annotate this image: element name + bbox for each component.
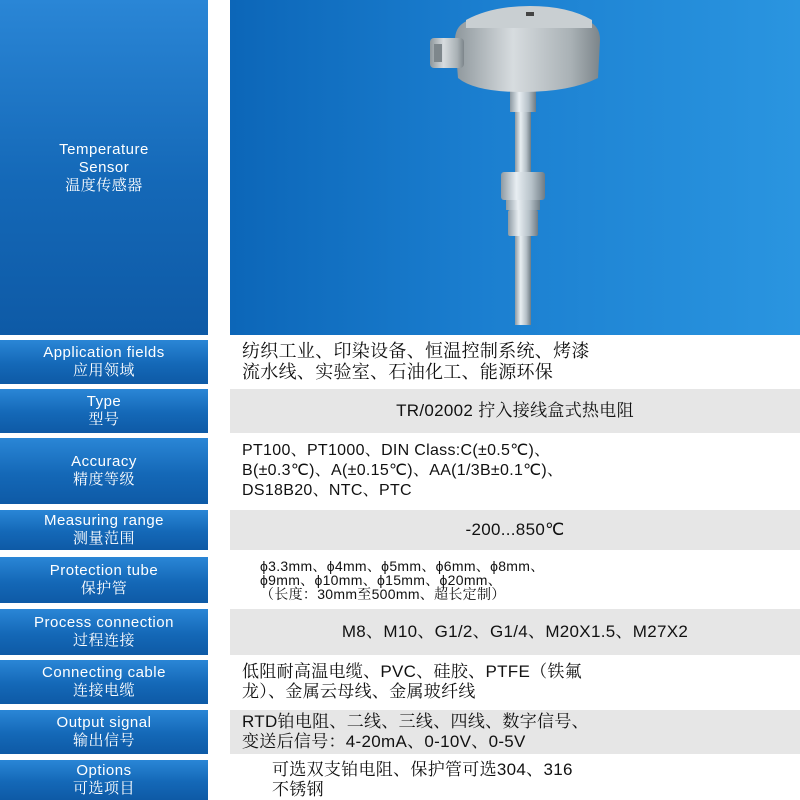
value-connecting-cable: 低阻耐高温电缆、PVC、硅胶、PTFE（铁氟 龙）、金属云母线、金属玻纤线 — [242, 662, 582, 701]
value-options: 可选双支铂电阻、保护管可选304、316 不锈钢 — [272, 760, 573, 799]
title-en-line1: Temperature — [59, 140, 149, 158]
sensor-image — [230, 0, 800, 335]
value-output-signal: RTD铂电阻、二线、三线、四线、数字信号、 变送后信号：4-20mA、0-10V、0-5V — [230, 710, 800, 754]
label-type: Type 型号 — [0, 389, 208, 433]
label-application-fields: Application fields 应用领域 — [0, 340, 208, 384]
value-measuring-range: -200...850℃ — [230, 510, 800, 550]
header-label-cell — [0, 0, 208, 335]
label-measuring-range: Measuring range 测量范围 — [0, 510, 208, 550]
label-output-signal: Output signal 输出信号 — [0, 710, 208, 754]
value-process-connection: M8、M10、G1/2、G1/4、M20X1.5、M27X2 — [230, 609, 800, 655]
title-en-line2: Sensor — [78, 158, 130, 176]
value-accuracy: PT100、PT1000、DIN Class:C(±0.5℃)、 B(±0.3℃)、A(±0.15℃)、AA(1/3B±0.1℃)、 DS18B20、NTC、PTC — [242, 442, 564, 499]
label-connecting-cable: Connecting cable 连接电缆 — [0, 660, 208, 704]
product-photo — [230, 0, 800, 335]
value-type: TR/02002 拧入接线盒式热电阻 — [230, 389, 800, 433]
label-accuracy: Accuracy 精度等级 — [0, 438, 208, 504]
value-protection-tube: ϕ3.3mm、ϕ4mm、ϕ5mm、ϕ6mm、ϕ8mm、 ϕ9mm、ϕ10mm、ϕ15mm、ϕ20mm、 （长度：30mm至500mm、超长定制） — [260, 558, 545, 602]
label-options: Options 可选项目 — [0, 760, 208, 800]
label-protection-tube: Protection tube 保护管 — [0, 557, 208, 603]
value-application-fields: 纺织工业、印染设备、恒温控制系统、烤漆 流水线、实验室、石油化工、能源环保 — [242, 341, 590, 382]
title-cn: 温度传感器 — [65, 176, 143, 194]
label-process-connection: Process connection 过程连接 — [0, 609, 208, 655]
